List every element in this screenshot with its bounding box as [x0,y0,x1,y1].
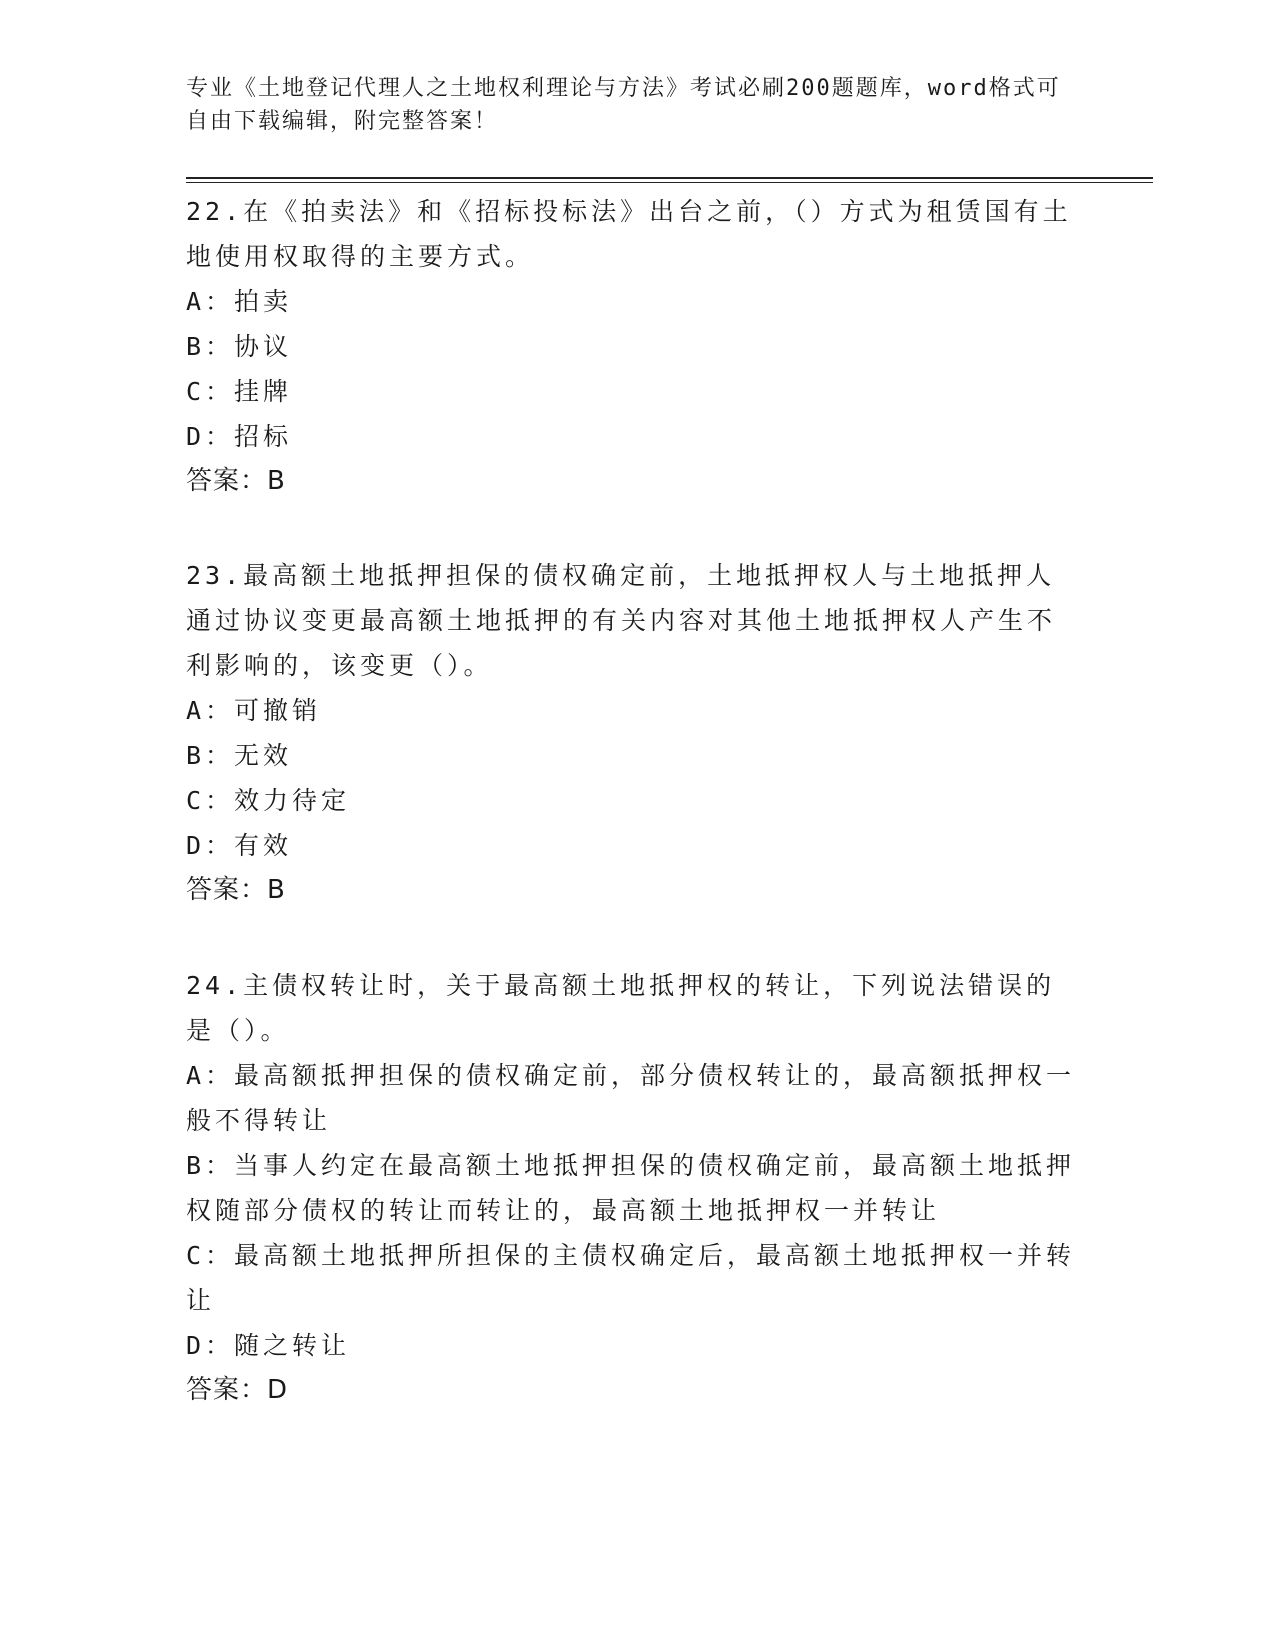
option-c: C：最高额土地抵押所担保的主债权确定后，最高额土地抵押权一并转让 [186,1241,1076,1315]
answer: 答案：B [186,466,286,496]
option-d: D：有效 [186,831,293,860]
answer: 答案：B [186,875,286,905]
option-b: B：当事人约定在最高额土地抵押担保的债权确定前，最高额土地抵押权随部分债权的转让而转让的，最高额土地抵押权一并转让 [186,1151,1076,1225]
option-d: D：随之转让 [186,1331,351,1360]
question-stem: 24.主债权转让时，关于最高额土地抵押权的转让，下列说法错误的是（）。 [186,971,1056,1045]
option-a: A：最高额抵押担保的债权确定前，部分债权转让的，最高额抵押权一般不得转让 [186,1061,1076,1135]
option-a: A：拍卖 [186,287,293,316]
header-divider [186,177,1153,179]
answer: 答案：D [186,1375,289,1405]
option-a: A：可撤销 [186,696,322,725]
question-22 [186,189,1076,504]
question-stem: 22.在《拍卖法》和《招标投标法》出台之前，（）方式为租赁国有土地使用权取得的主要方式。 [186,197,1072,271]
option-b: B：协议 [186,332,293,361]
question-stem: 23.最高额土地抵押担保的债权确定前，土地抵押权人与土地抵押人通过协议变更最高额土地抵押的有关内容对其他土地抵押权人产生不利影响的，该变更（）。 [186,561,1057,680]
option-d: D：招标 [186,422,293,451]
document-header: 专业《土地登记代理人之土地权利理论与方法》考试必刷200题题库，word格式可自由下载编辑，附完整答案！ [186,76,1061,134]
option-c: C：挂牌 [186,377,293,406]
question-24 [186,963,1076,1413]
option-c: C：效力待定 [186,786,351,815]
option-b: B：无效 [186,741,293,770]
question-23 [186,553,1076,913]
header-divider-thin [186,182,1153,183]
